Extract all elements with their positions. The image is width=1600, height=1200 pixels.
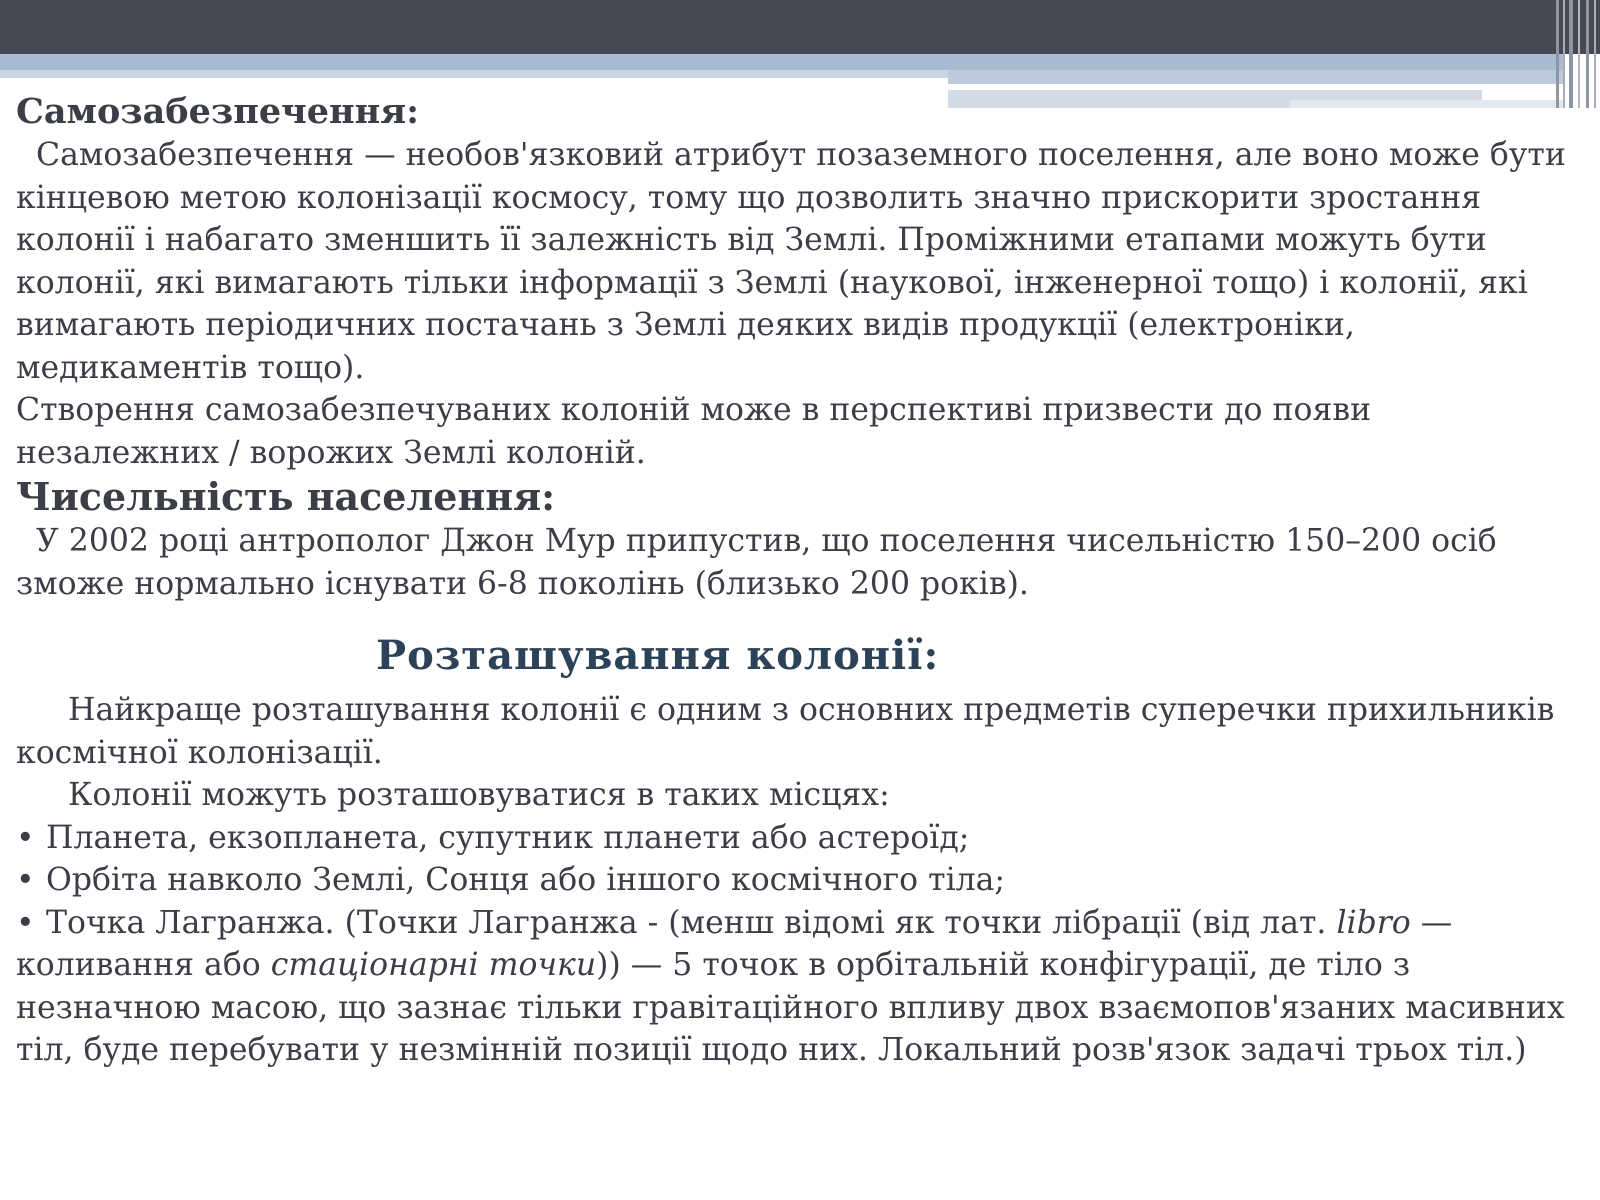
population-heading: Чисельність населення: [16, 474, 556, 519]
header-band-light-3 [948, 70, 1565, 84]
location-bullet-2 [16, 859, 1576, 902]
bullet-text: — коливання або [16, 904, 1453, 983]
slide-content [16, 90, 1576, 1072]
bullet-symbol: • [16, 904, 35, 941]
bullet-symbol: • [16, 819, 35, 856]
self-sufficiency-paragraph: Самозабезпечення — необов'язковий атрибут позаземного поселення, але воно може бути кінцевою метою колонізації космосу, тому що дозволить значно прискорити зростання колонії і набагато зменшить її залежність від Землі. Проміжними етапами можуть бути колонії, які вимагають тільки інформації з Землі (наукової, інженерної тощо) і колонії, які вимагають періодичних постачань з Землі деяких видів продукції (електроніки, медикаментів тощо). [16, 137, 1566, 386]
location-intro: Найкраще розташування колонії є одним з основних предметів суперечки прихильників космічної колонізації. [16, 692, 1555, 771]
self-sufficiency-heading: Самозабезпечення: [16, 91, 420, 132]
location-intro-2: Колонії можуть розташовуватися в таких місцях: [68, 777, 890, 813]
bullet-text: Планета, екзопланета, супутник планети або астероїд; [46, 819, 970, 856]
bullet-italic-term: стаціонарні точки [270, 947, 597, 983]
bullet-italic-term: libro [1336, 904, 1411, 941]
header-band-light-2 [0, 70, 948, 78]
header-band-light [0, 54, 1565, 70]
decorative-stripe [1594, 0, 1596, 108]
location-bullet-1 [16, 817, 1576, 860]
location-heading: Розташування колонії: [376, 632, 940, 679]
decorative-stripe [1578, 0, 1580, 108]
bullet-symbol: • [16, 862, 35, 898]
location-bullet-3 [16, 902, 1576, 1072]
bullet-text: Орбіта навколо Землі, Сонця або іншого космічного тіла; [46, 862, 1006, 898]
bullet-text: Точка Лагранжа. (Точки Лагранжа - (менш відомі як точки лібрації (від лат. [46, 904, 1337, 941]
bullet-text: )) — 5 точок в орбітальній конфігурації, де тіло з незначною масою, що зазнає тільки гравітаційного впливу двох взаємопов'язаних масивних тіл, буде перебувати у незмінній позиції щодо них. Локальний розв'язок задачі трьох тіл.) [16, 947, 1565, 1068]
self-sufficiency-paragraph-2: Створення самозабезпечуваних колоній може в перспективі призвести до появи незалежних / ворожих Землі колоній. [16, 392, 1372, 471]
population-paragraph: У 2002 році антрополог Джон Мур припустив, що поселення чисельністю 150–200 осіб зможе нормально існувати 6-8 поколінь (близько 200 років). [16, 523, 1497, 602]
header-band-dark [0, 0, 1600, 54]
decorative-stripe [1586, 0, 1589, 108]
